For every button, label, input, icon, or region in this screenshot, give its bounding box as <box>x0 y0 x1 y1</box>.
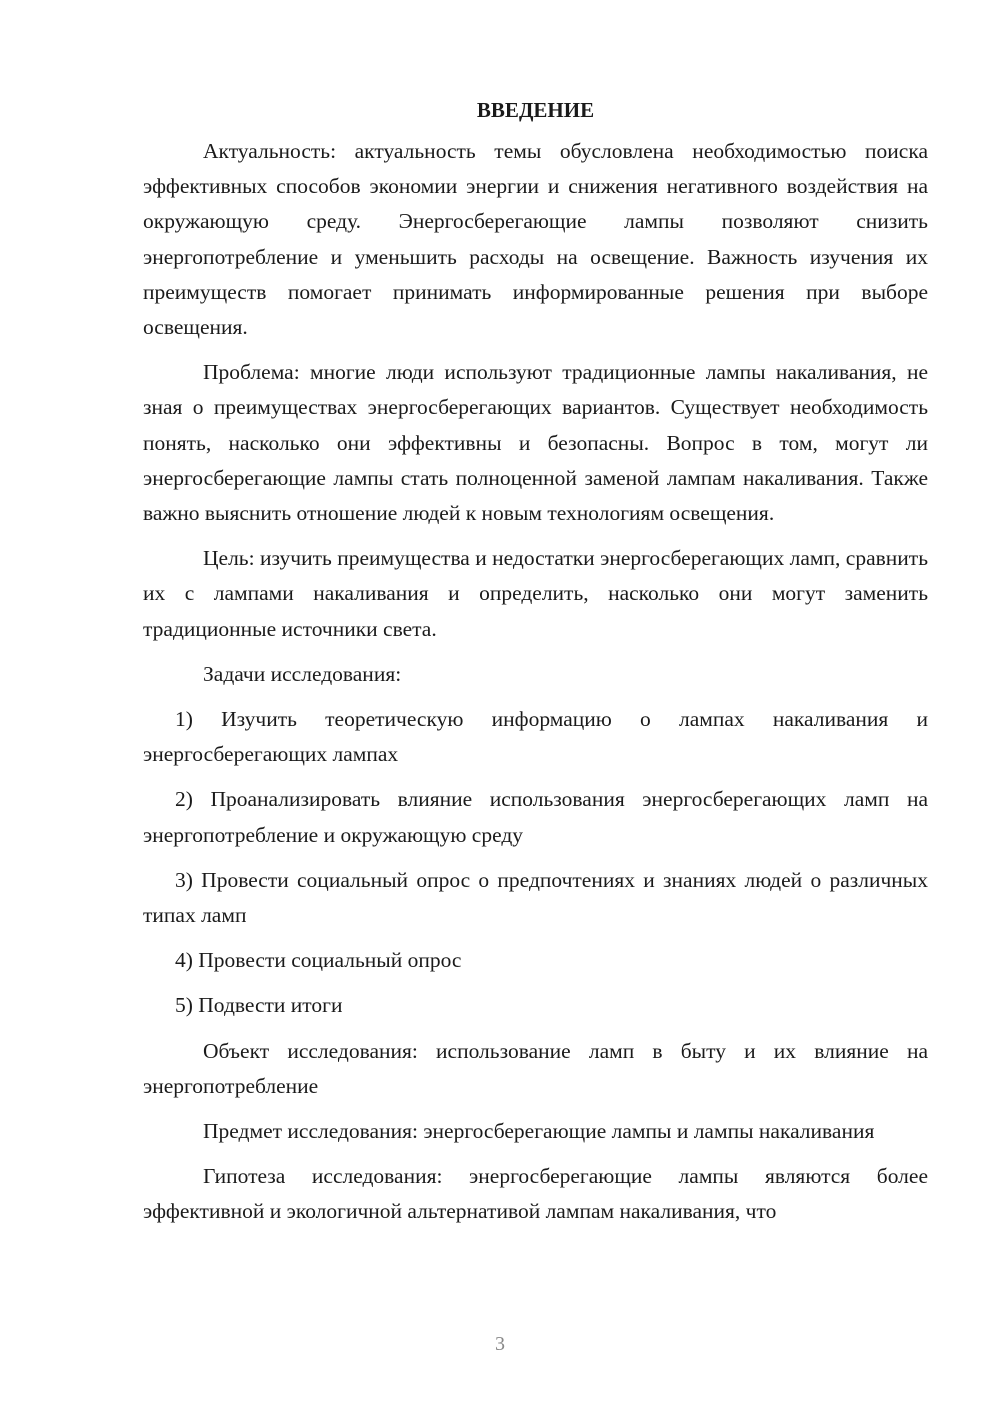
paragraph-problem: Проблема: многие люди используют традиционные лампы накаливания, не зная о преимуществах энергосберегающих вариантов. Существует необходимость понять, насколько они эффективны и безопасны. Вопрос в том, могут ли энергосберегающие лампы стать полноценной заменой лампам накаливания. Также важно выяснить отношение людей к новым технологиям освещения. <box>143 360 928 526</box>
paragraph-subject: Предмет исследования: энергосберегающие лампы и лампы накаливания <box>203 1119 875 1144</box>
task-item-2: 2) Проанализировать влияние использования энергосберегающих ламп на энергопотребление и окружающую среду <box>143 787 928 847</box>
task-item-4: 4) Провести социальный опрос <box>175 948 462 973</box>
paragraph-tasks-heading: Задачи исследования: <box>203 661 402 686</box>
paragraph-hypothesis: Гипотеза исследования: энергосберегающие лампы являются более эффективной и экологичной альтернативой лампам накаливания, что <box>143 1164 928 1224</box>
paragraph-relevance: Актуальность: актуальность темы обусловлена необходимостью поиска эффективных способов экономии энергии и снижения негативного воздействия на окружающую среду. Энергосберегающие лампы позволяют снизить энергопотребление и уменьшить расходы на освещение. Важность изучения их преимуществ помогает принимать информированные решения при выборе освещения. <box>143 139 928 340</box>
document-page <box>143 92 928 1240</box>
task-item-3: 3) Провести социальный опрос о предпочтениях и знаниях людей о различных типах ламп <box>143 867 928 928</box>
paragraph-goal: Цель: изучить преимущества и недостатки энергосберегающих ламп, сравнить их с лампами накаливания и определить, насколько они могут заменить традиционные источники света. <box>143 546 928 641</box>
page-number: 3 <box>495 1333 505 1355</box>
task-item-1: 1) Изучить теоретическую информацию о лампах накаливания и энергосберегающих лампах <box>143 707 928 767</box>
section-title: ВВЕДЕНИЕ <box>476 98 595 122</box>
paragraph-object: Объект исследования: использование ламп в быту и их влияние на энергопотребление <box>143 1038 928 1098</box>
task-item-5: 5) Подвести итоги <box>175 993 343 1018</box>
